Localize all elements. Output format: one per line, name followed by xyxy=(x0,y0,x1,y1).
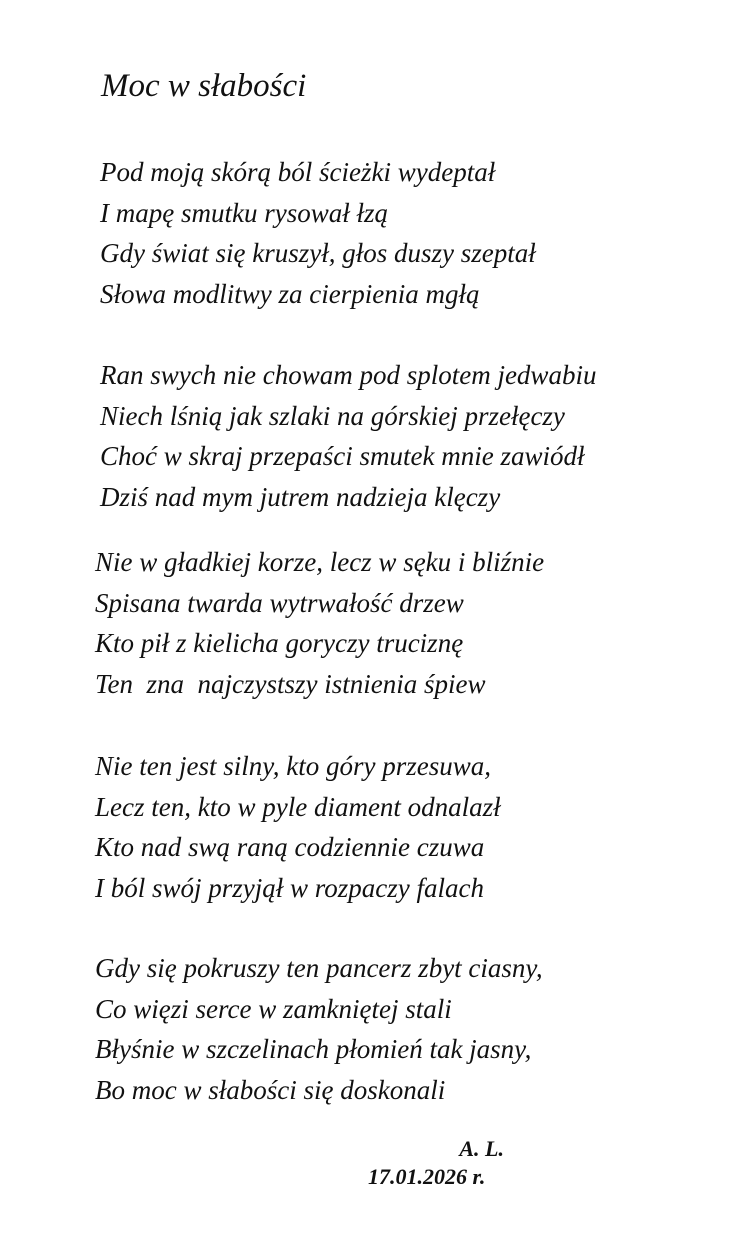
stanza-1 xyxy=(100,152,536,314)
poem-title: Moc w słabości xyxy=(101,68,307,104)
poem-line: Kto pił z kielicha goryczy truciznę xyxy=(95,628,464,658)
poem-line: Ran swych nie chowam pod splotem jedwabiu xyxy=(100,360,597,390)
poem-line: Niech lśnią jak szlaki na górskiej przełęczy xyxy=(100,400,565,431)
stanza-2 xyxy=(100,355,596,517)
poem-line: I mapę smutku rysował łzą xyxy=(100,197,388,228)
poem-line: Ten zna najczystszy istnienia śpiew xyxy=(95,668,486,699)
poem-line: Nie ten jest silny, kto góry przesuwa, xyxy=(95,751,491,781)
poem-line: Słowa modlitwy za cierpienia mgłą xyxy=(100,278,480,309)
poem-line: Nie w gładkiej korze, lecz w sęku i bliźnie xyxy=(95,547,545,577)
poem-line: Gdy świat się kruszył, głos duszy szeptał xyxy=(100,238,536,268)
poem-line: Dziś nad mym jutrem nadzieja klęczy xyxy=(100,481,501,512)
poem-line: Bo moc w słabości się doskonali xyxy=(95,1074,446,1105)
poem-line: I ból swój przyjął w rozpaczy falach xyxy=(95,872,484,903)
poem-date: 17.01.2026 r. xyxy=(368,1164,486,1189)
poem-line: Kto nad swą raną codziennie czuwa xyxy=(95,832,485,862)
poem-line: Choć w skraj przepaści smutek mnie zawiódł xyxy=(100,441,585,471)
poem-line: Spisana twarda wytrwałość drzew xyxy=(95,587,464,618)
stanza-4 xyxy=(95,746,501,908)
author-signature: A. L. xyxy=(459,1136,504,1161)
stanza-3 xyxy=(95,542,544,704)
poem-line: Błyśnie w szczelinach płomień tak jasny, xyxy=(95,1034,532,1064)
poem-line: Co więzi serce w zamkniętej stali xyxy=(95,993,452,1024)
poem-line: Lecz ten, kto w pyle diament odnalazł xyxy=(95,791,501,822)
poem-line: Gdy się pokruszy ten pancerz zbyt ciasny, xyxy=(95,953,543,983)
poem-line: Pod moją skórą ból ścieżki wydeptał xyxy=(100,157,496,187)
stanza-5 xyxy=(95,948,543,1110)
